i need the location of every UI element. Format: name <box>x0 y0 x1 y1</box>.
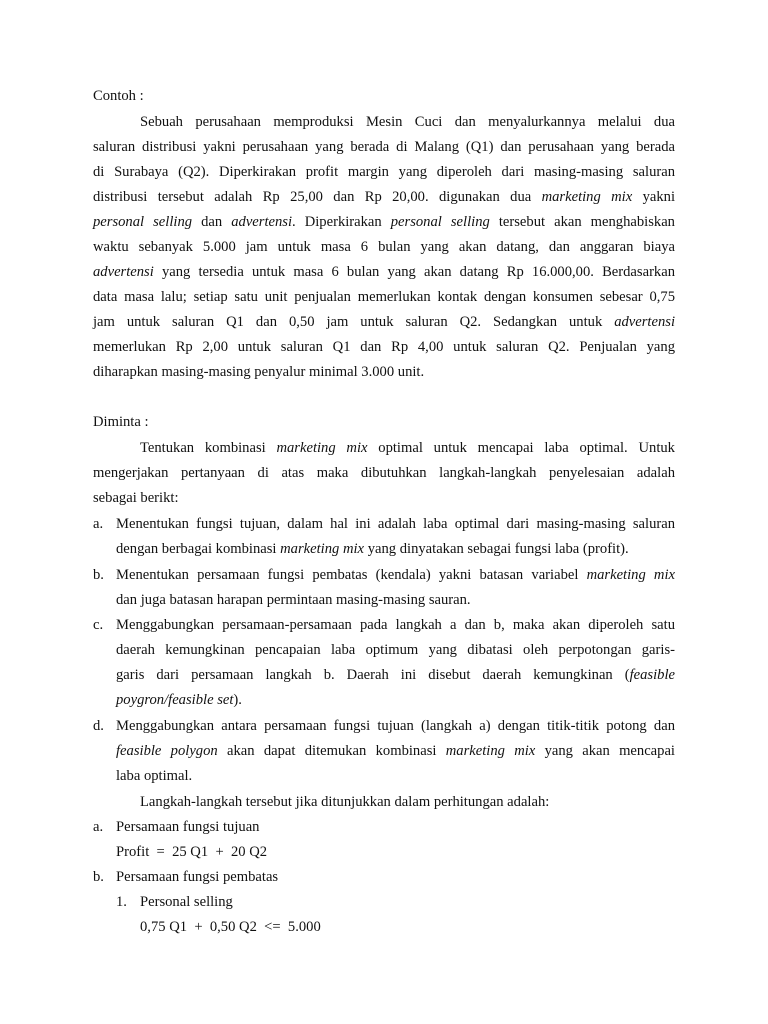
text-segment: jam untuk saluran Q1 dan 0,50 jam untuk saluran Q2. Sedangkan untuk <box>93 314 615 330</box>
step-line <box>116 539 629 559</box>
italic-term: advertensi <box>93 264 154 280</box>
text-segment: dan juga batasan harapan permintaan masing-masing sauran. <box>116 592 471 608</box>
intro-line <box>93 488 179 508</box>
text-segment: . Diperkirakan <box>292 214 391 230</box>
text-segment: laba optimal. <box>116 768 193 784</box>
text-segment: optimal untuk mencapai laba optimal. Untuk <box>367 440 675 456</box>
step-line <box>116 615 675 635</box>
calc-label: a. <box>93 819 104 835</box>
text-segment: Tentukan kombinasi <box>140 440 277 456</box>
paragraph-line <box>93 337 675 357</box>
text-segment: ). <box>233 692 242 708</box>
text-segment: Menggabungkan antara persamaan fungsi tujuan (langkah a) dengan titik-titik potong dan <box>116 718 675 734</box>
calc-title: Persamaan fungsi tujuan <box>116 819 260 835</box>
text-segment: waktu sebanyak 5.000 jam untuk masa 6 bulan yang akan datang, dan anggaran biaya <box>93 239 675 255</box>
text-segment: di Surabaya (Q2). Diperkirakan profit margin yang diperoleh dari masing-masing saluran <box>93 164 675 180</box>
text-segment: yang tersedia untuk masa 6 bulan yang akan datang Rp 16.000,00. Berdasarkan <box>153 264 675 280</box>
text-segment: akan dapat ditemukan kombinasi <box>217 743 446 759</box>
contoh-heading: Contoh : <box>93 88 144 104</box>
text-segment: Sebuah perusahaan memproduksi Mesin Cuci dan menyalurkannya melalui dua <box>140 114 675 130</box>
text-segment: Menentukan fungsi tujuan, dalam hal ini adalah laba optimal dari masing-masing saluran <box>116 516 675 532</box>
step-line <box>116 640 675 660</box>
text-segment: sebagai berikt: <box>93 490 179 506</box>
text-segment: yang akan mencapai <box>535 743 675 759</box>
text-segment: garis dari persamaan langkah b. Daerah ini disebut daerah kemungkinan ( <box>116 667 630 683</box>
text-segment: yakni <box>632 189 676 205</box>
text-segment: saluran distribusi yakni perusahaan yang berada di Malang (Q1) dan perusahaan yang berada <box>93 139 675 155</box>
constraint-formula: 0,75 Q1 + 0,50 Q2 <= 5.000 <box>140 919 321 935</box>
step-line <box>116 716 675 736</box>
text-segment: Menggabungkan persamaan-persamaan pada langkah a dan b, maka akan diperoleh satu <box>116 617 675 633</box>
paragraph-line <box>93 262 675 282</box>
step-line <box>116 766 192 786</box>
calc-sub-label: 1. <box>116 894 127 910</box>
calc-label: b. <box>93 869 104 885</box>
step-line <box>116 690 242 710</box>
italic-term: marketing mix <box>280 541 365 557</box>
paragraph-line <box>140 112 675 132</box>
profit-formula: Profit = 25 Q1 + 20 Q2 <box>116 844 268 860</box>
text-segment: yang dinyatakan sebagai fungsi laba (profit). <box>364 541 629 557</box>
italic-term: marketing mix <box>541 189 633 205</box>
italic-term: advertensi <box>231 214 293 230</box>
italic-term: feasible polygon <box>116 743 218 759</box>
italic-term: personal selling <box>93 214 193 230</box>
paragraph-line <box>93 237 675 257</box>
calculation-intro: Langkah-langkah tersebut jika ditunjukkan dalam perhitungan adalah: <box>140 794 550 810</box>
step-line <box>116 514 675 534</box>
intro-line <box>140 438 675 458</box>
step-line <box>116 590 471 610</box>
step-label: b. <box>93 567 104 583</box>
step-label: d. <box>93 718 104 734</box>
paragraph-line <box>93 312 675 332</box>
step-line <box>116 741 675 761</box>
italic-term: marketing mix <box>276 440 368 456</box>
italic-term: marketing mix <box>445 743 536 759</box>
paragraph-line <box>93 212 675 232</box>
italic-term: poygron/feasible set <box>116 692 234 708</box>
text-segment: diharapkan masing-masing penyalur minimal 3.000 unit. <box>93 364 425 380</box>
italic-term: advertensi <box>614 314 675 330</box>
text-segment: dan <box>192 214 232 230</box>
italic-term: personal selling <box>390 214 490 230</box>
calc-sub-title: Personal selling <box>140 894 233 910</box>
diminta-heading: Diminta : <box>93 414 149 430</box>
paragraph-line <box>93 187 675 207</box>
calc-title: Persamaan fungsi pembatas <box>116 869 279 885</box>
text-segment: memerlukan Rp 2,00 untuk saluran Q1 dan Rp 4,00 untuk saluran Q2. Penjualan yang <box>93 339 675 355</box>
step-label: a. <box>93 516 104 532</box>
step-label: c. <box>93 617 104 633</box>
intro-line <box>93 463 675 483</box>
italic-term: feasible <box>629 667 675 683</box>
paragraph-line <box>93 137 675 157</box>
paragraph-line <box>93 162 675 182</box>
text-segment: dengan berbagai kombinasi <box>116 541 281 557</box>
step-line <box>116 665 675 685</box>
text-segment: data masa lalu; setiap satu unit penjualan memerlukan kontak dengan konsumen sebesar 0,75 <box>93 289 675 305</box>
text-segment: mengerjakan pertanyaan di atas maka dibutuhkan langkah-langkah penyelesaian adalah <box>93 465 675 481</box>
text-segment: daerah kemungkinan pencapaian laba optimum yang dibatasi oleh perpotongan garis- <box>116 642 675 658</box>
step-line <box>116 565 675 585</box>
text-segment: Menentukan persamaan fungsi pembatas (kendala) yakni batasan variabel <box>116 567 587 583</box>
text-segment: tersebut akan menghabiskan <box>489 214 675 230</box>
text-segment: distribusi tersebut adalah Rp 25,00 dan Rp 20,00. digunakan dua <box>93 189 542 205</box>
italic-term: marketing mix <box>586 567 675 583</box>
paragraph-line <box>93 362 424 382</box>
paragraph-line <box>93 287 675 307</box>
